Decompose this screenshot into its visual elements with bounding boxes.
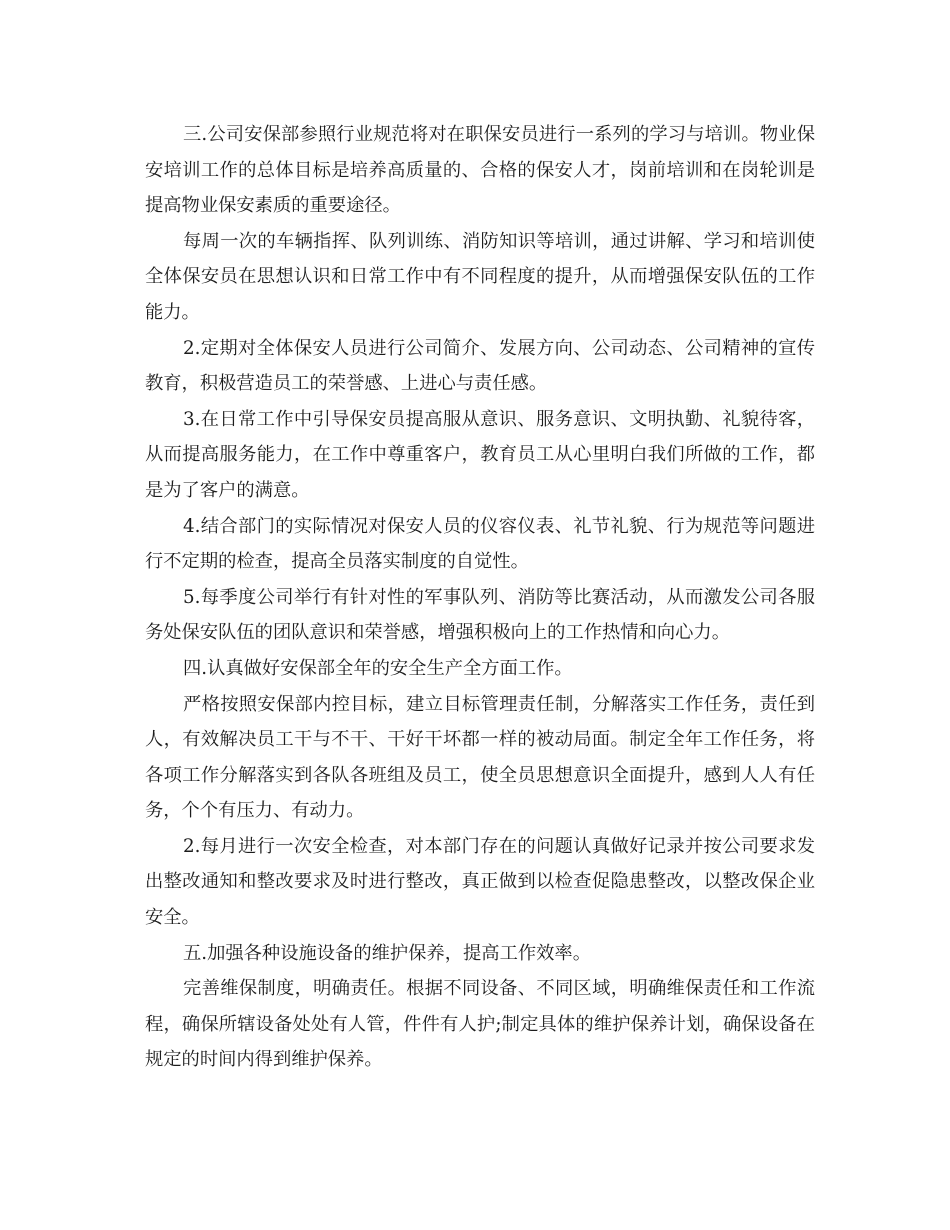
paragraph-weekly-training: 每周一次的车辆指挥、队列训练、消防知识等培训，通过讲解、学习和培训使全体保安员在思想认识和日常工作中有不同程度的提升，从而增强保安队伍的工作能力。 — [145, 230, 815, 323]
paragraph-section-five: 五.加强各种设施设备的维护保养，提高工作效率。 — [183, 942, 591, 964]
paragraph-item-2-monthly-check: 2.每月进行一次安全检查，对本部门存在的问题认真做好记录并按公司要求发出整改通知和整改要求及时进行整改，真正做到以检查促隐患整改，以整改保企业安全。 — [145, 835, 815, 929]
paragraph-maintenance-system: 完善维保制度，明确责任。根据不同设备、不同区域，明确维保责任和工作流程，确保所辖设备处处有人管，件件有人护;制定具体的维护保养计划，确保设备在规定的时间内得到维护保养。 — [145, 978, 815, 1071]
document-page — [145, 117, 815, 1078]
paragraph-item-5-competitions: 5.每季度公司举行有针对性的军事队列、消防等比赛活动，从而激发公司各服务处保安队伍的团队意识和荣誉感，增强积极向上的工作热情和向心力。 — [145, 586, 815, 644]
paragraph-item-4-inspection: 4.结合部门的实际情况对保安人员的仪容仪表、礼节礼貌、行为规范等问题进行不定期的检查，提高全员落实制度的自觉性。 — [145, 515, 815, 573]
paragraph-section-three: 三.公司安保部参照行业规范将对在职保安员进行一系列的学习与培训。物业保安培训工作的总体目标是培养高质量的、合格的保安人才，岗前培训和在岗轮训是提高物业保安素质的重要途径。 — [145, 124, 815, 217]
paragraph-responsibility-system: 严格按照安保部内控目标，建立目标管理责任制，分解落实工作任务，责任到人，有效解决员工干与不干、干好干坏都一样的被动局面。制定全年工作任务，将各项工作分解落实到各队各班组及员工，使全员思想意识全面提升，感到人人有任务，个个有压力、有动力。 — [145, 693, 815, 822]
paragraph-item-2-company-education: 2.定期对全体保安人员进行公司简介、发展方向、公司动态、公司精神的宣传教育，积极营造员工的荣誉感、上进心与责任感。 — [145, 337, 815, 395]
paragraph-item-3-service-awareness: 3.在日常工作中引导保安员提高服从意识、服务意识、文明执勤、礼貌待客，从而提高服务能力，在工作中尊重客户，教育员工从心里明白我们所做的工作，都是为了客户的满意。 — [145, 408, 815, 501]
paragraph-section-four: 四.认真做好安保部全年的安全生产全方面工作。 — [183, 657, 573, 679]
